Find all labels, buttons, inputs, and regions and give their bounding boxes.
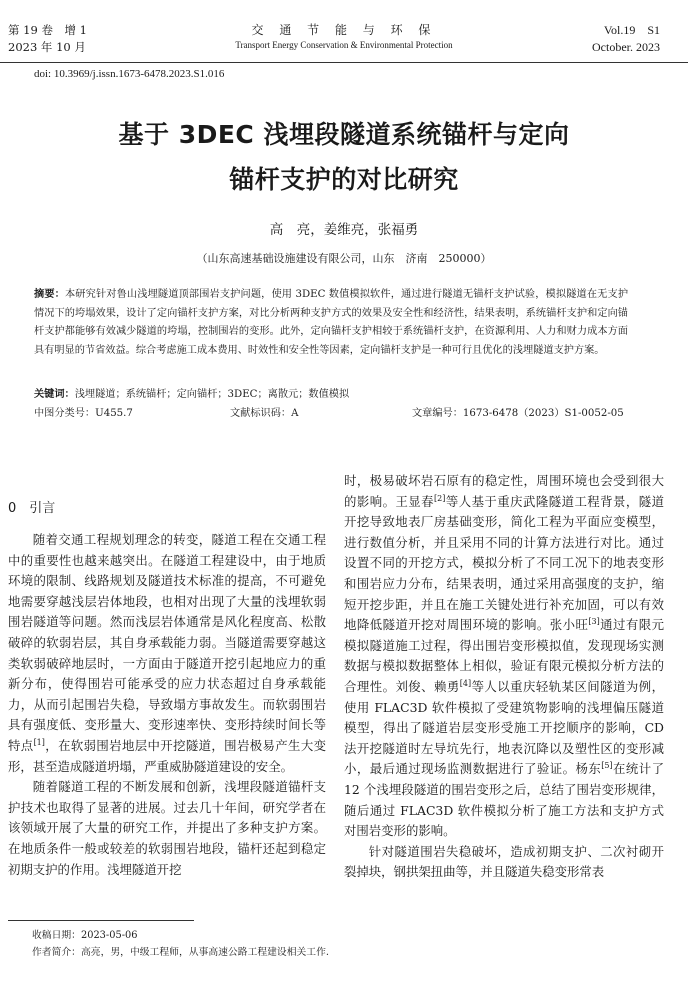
clc-number: 中图分类号：U455.7 <box>34 408 133 419</box>
body-column-right <box>344 471 664 883</box>
citation-ref[interactable]: [2] <box>434 493 446 503</box>
running-header-center <box>0 22 688 52</box>
doi[interactable]: doi: 10.3969/j.issn.1673-6478.2023.S1.016 <box>34 68 225 80</box>
citation-ref[interactable]: [1] <box>33 737 45 747</box>
document-code: 文献标识码：A <box>230 408 299 419</box>
paper-title <box>0 112 688 202</box>
paragraph-text: 通过有限元模拟隧道施工过程，得出围岩变形模拟值，发现现场实测数据与模拟数据整体上相似，验证有限元模拟分析方法的合理性。刘俊、赖勇 <box>344 617 665 694</box>
paragraph-text: 在统计了 12 个浅埋段隧道的围岩变形之后，总结了围岩变形规律，随后通过 FLAC3D 软件模拟分析了施工方法和支护方式对围岩变形的影响。 <box>344 761 665 839</box>
paragraph <box>8 530 326 777</box>
paragraph: 针对隧道围岩失稳破坏，造成初期支护、二次衬砌开裂掉块，钢拱架扭曲等，并且隧道失稳变形常表 <box>344 843 664 880</box>
abstract <box>34 286 628 360</box>
header-rule <box>0 62 688 63</box>
paragraph-text: 等人以重庆轻轨某区间隧道为例，使用 FLAC3D 软件模拟了受建筑物影响的浅埋偏压隧道模型，得出了隧道岩层变形受施工开挖顺序的影响，CD 法开挖隧道时左导坑先行，地表沉降以及塑性区的变形减小，最后通过现场监测数据进行了验证。杨东 <box>344 678 665 777</box>
date-cn: 2023 年 10 月 <box>8 40 86 54</box>
paragraph-text: 随着交通工程规划理念的转变，隧道工程在交通工程中的重要性也越来越突出。在隧道工程建设中，由于地质环境的限制、线路规划及隧道技术标准的提高，不可避免地需要穿越浅层岩体地段，也相对出现了大量的浅埋软弱围岩隧道等问题。然而浅层岩体通常是风化程度高、松散破碎的软弱岩层，其自身承载能力弱。当隧道需要穿越这类软弱破碎地层时，一方面由于隧道开挖引起地应力的重新分布，使得围岩可能承受的应力状态超过自身承载能力，从而引起围岩失稳，导致塌方事故发生。而软弱围岩具有强度低、变形量大、变形速率快、变形持续时间长等特点 <box>8 532 326 753</box>
volume-cn: 第 19 卷 增 1 <box>8 23 87 37</box>
paragraph: 随着隧道工程的不断发展和创新，浅埋段隧道锚杆支护技术也取得了显著的进展。过去几十年间，研究学者在该领域开展了大量的研究工作，并提出了多种支护方案。在地质条件一般或较差的软弱围岩地段，锚杆还起到稳定初期支护的作用。浅埋隧道开挖 <box>8 779 326 877</box>
paragraph-text: 时，极易破坏岩石原有的稳定性，周围环境也会受到很大的影响。王显春 <box>344 473 664 509</box>
date-en: October. 2023 <box>592 40 660 54</box>
citation-ref[interactable]: [5] <box>601 761 613 771</box>
citation-ref[interactable]: [3] <box>588 617 600 627</box>
affiliation: （山东高速基础设施建设有限公司，山东 济南 250000） <box>196 252 492 265</box>
keywords-text: 浅埋隧道；系统锚杆；定向锚杆；3DEC；离散元；数值模拟 <box>74 389 350 400</box>
paragraph-text: ，在软弱围岩地层中开挖隧道，围岩极易产生大变形，甚至造成隧道坍塌，严重威胁隧道建设的安全。 <box>8 737 327 774</box>
keywords <box>34 385 628 400</box>
abstract-label: 摘要： <box>34 289 65 300</box>
authors: 高 亮，姜维亮，张福勇 <box>269 222 419 238</box>
running-header-right <box>592 22 660 56</box>
journal-title-cn: 交 通 节 能 与 环 保 <box>251 23 437 37</box>
section-heading: 0 引言 <box>8 501 56 516</box>
journal-title-en: Transport Energy Conservation & Environmental Protection <box>235 40 453 50</box>
paragraph-text: 等人基于重庆武隆隧道工程背景，隧道开挖导致地表厂房基础变形，简化工程为平面应变模型，进行数值分析，并且采用不同的计算方法进行对比。通过设置不同的开挖方式，模拟分析了不同工况下的地表变形和围岩应力分布，结果表明，通过采用高强度的支护，缩短开挖步距，并且在施工关键处进行补充加固，可以有效地降低隧道开挖对周围环境的影响。张小旺 <box>344 493 665 633</box>
article-number: 文章编号：1673-6478（2023）S1-0052-05 <box>412 408 624 419</box>
paragraph <box>344 471 664 842</box>
author-bio: 作者简介：高亮，男，中级工程师，从事高速公路工程建设相关工作. <box>32 947 330 958</box>
citation-ref[interactable]: [4] <box>459 678 472 688</box>
footnote-rule <box>8 920 194 921</box>
title-line-1: 基于 3DEC 浅埋段隧道系统锚杆与定向 <box>118 120 570 149</box>
footnote <box>32 927 329 961</box>
received-date: 收稿日期：2023-05-06 <box>32 930 138 941</box>
volume-en: Vol.19 S1 <box>603 23 660 37</box>
keywords-label: 关键词： <box>34 389 75 400</box>
abstract-text: 本研究针对鲁山浅埋隧道顶部围岩支护问题，使用 3DEC 数值模拟软件，通过进行隧道无锚杆支护试验，模拟隧道在无支护情况下的垮塌效果，设计了定向锚杆支护方案，对比分析两种支护方式的效果及安全性和经济性，结果表明，系统锚杆支护和定向锚杆支护都能够有效减少隧道的垮塌，控制围岩的变形。此外，定向锚杆支护相较于系统锚杆支护，在资源利用、人力和财力成本方面具有明显的节省效益。综合考虑施工成本费用、时效性和安全性等因素，定向锚杆支护是一种可行且优化的浅埋隧道支护方案。 <box>34 289 629 356</box>
body-column-left <box>8 530 326 880</box>
title-line-2: 锚杆支护的对比研究 <box>229 165 459 194</box>
